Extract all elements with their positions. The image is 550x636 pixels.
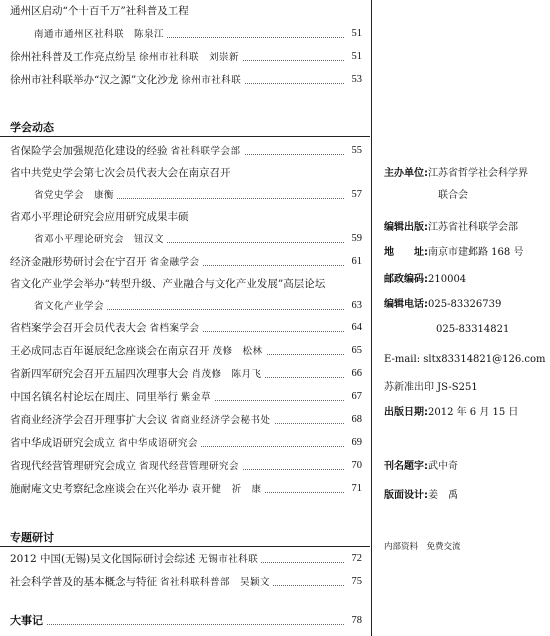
toc-page: 61 [349, 253, 363, 271]
toc-entry[interactable] [10, 319, 362, 337]
toc-title: 2012 中国(无锡)吴文化国际研讨会综述 [10, 550, 198, 568]
toc-page: 63 [349, 297, 363, 315]
permit-text: 苏新准出印 JS-S251 [384, 382, 478, 393]
section-heading: 大事记 [10, 614, 47, 628]
toc-title: 省中华成语研究会成立 [10, 434, 118, 452]
toc-entry[interactable] [10, 342, 362, 360]
toc-page: 72 [349, 550, 363, 568]
colophon-email[interactable] [384, 352, 546, 368]
toc-entry[interactable] [10, 550, 362, 568]
colophon-sponsor [384, 166, 528, 182]
toc-entry[interactable] [34, 186, 362, 204]
toc-page: 53 [349, 71, 363, 89]
colophon-title-calligraphy [384, 459, 458, 475]
toc-title: 省新四军研究会召开五届四次理事大会 [10, 365, 192, 383]
toc-entry[interactable] [10, 142, 362, 160]
toc-author: 紫金草 [181, 392, 214, 403]
colophon-postcode [384, 272, 466, 288]
email-text: E-mail: sltx83314821@126.com [384, 354, 546, 365]
title-calligraphy-label: 刊名题字: [384, 461, 428, 472]
toc-page: 57 [349, 186, 363, 204]
sponsor-label: 主办单位: [384, 168, 428, 179]
toc-entry[interactable] [10, 275, 362, 293]
colophon [384, 0, 550, 636]
toc-author: 肖茂修 陈月飞 [192, 369, 265, 380]
toc-author: 省商业经济学会秘书处 [171, 415, 274, 426]
sponsor-value-2: 联合会 [438, 190, 468, 201]
toc-author: 省文化产业学会 [34, 301, 107, 312]
colophon-phone-2 [436, 322, 509, 338]
toc-title: 经济金融形势研讨会在宁召开 [10, 253, 150, 271]
section-heading: 学会动态 [10, 121, 54, 134]
toc-title: 省档案学会召开会员代表大会 [10, 319, 150, 337]
toc-author: 省档案学会 [150, 323, 203, 334]
toc-page: 65 [349, 342, 363, 360]
toc-title: 中国名镇名村论坛在周庄、同里举行 [10, 388, 181, 406]
postcode-value: 210004 [428, 274, 467, 285]
editor-value: 江苏省社科联学会部 [428, 222, 518, 233]
postcode-label: 邮政编码: [384, 274, 428, 285]
address-label: 地 址: [384, 247, 428, 258]
toc-title: 省中共党史学会第七次会员代表大会在南京召开 [10, 164, 234, 182]
colophon-editor [384, 220, 518, 236]
footer-text: 内部资料 免费交流 [384, 542, 461, 552]
toc-page: 55 [349, 142, 363, 160]
design-label: 版面设计: [384, 490, 428, 501]
toc-page: 71 [349, 480, 363, 498]
toc-title: 省商业经济学会召开理事扩大会议 [10, 411, 171, 429]
toc-entry[interactable] [10, 434, 362, 452]
section-divider [0, 136, 370, 137]
leader-dots [10, 624, 344, 625]
toc-title: 通州区启动“个十百千万”社科普及工程 [10, 2, 192, 20]
toc-author: 徐州市社科联 [181, 75, 244, 86]
toc-author: 无锡市社科联 [198, 554, 261, 565]
toc-page: 67 [349, 388, 363, 406]
toc-author: 省金融学会 [150, 257, 203, 268]
toc-page: 51 [349, 48, 363, 66]
toc-title: 施耐庵文史考察纪念座谈会在兴化举办 [10, 480, 192, 498]
colophon-footer [384, 539, 461, 555]
toc-title: 社会科学普及的基本概念与特征 [10, 573, 160, 591]
toc-entry[interactable] [10, 457, 362, 475]
phone-value: 025-83326739 [428, 299, 502, 310]
toc-entry[interactable] [10, 48, 362, 66]
colophon-permit [384, 380, 478, 396]
toc-entry[interactable] [10, 164, 362, 182]
colophon-design [384, 488, 458, 504]
toc-entry[interactable] [10, 388, 362, 406]
title-calligraphy-value: 武中奇 [428, 461, 458, 472]
address-value: 南京市建邺路 168 号 [428, 247, 524, 258]
toc-title: 徐州市社科联举办“汉之源”文化沙龙 [10, 71, 181, 89]
phone-value-2: 025-83314821 [436, 324, 510, 335]
toc-page: 70 [349, 457, 363, 475]
colophon-sponsor-line2 [438, 188, 468, 204]
toc-title: 省现代经营管理研究会成立 [10, 457, 139, 475]
sponsor-value: 江苏省哲学社会科学界 [428, 168, 528, 179]
toc-page: 69 [349, 434, 363, 452]
toc-entry[interactable] [10, 365, 362, 383]
section-divider [0, 546, 370, 547]
toc-entry[interactable] [10, 253, 362, 271]
toc-author: 省邓小平理论研究会 钮汉文 [34, 234, 167, 245]
colophon-phone [384, 297, 501, 313]
toc-entry[interactable] [10, 411, 362, 429]
toc-author: 袁开健 祈 康 [192, 484, 265, 495]
toc-page: 59 [349, 230, 363, 248]
date-value: 2012 年 6 月 15 日 [428, 407, 519, 418]
toc-author: 茂修 松林 [213, 346, 266, 357]
toc-title: 徐州社科普及工作亮点纷呈 [10, 48, 139, 66]
toc-entry[interactable] [34, 297, 362, 315]
toc-title: 王必成同志百年诞辰纪念座谈会在南京召开 [10, 342, 213, 360]
colophon-address [384, 245, 523, 261]
toc-title: 省邓小平理论研究会应用研究成果丰硕 [10, 208, 192, 226]
toc-page: 51 [349, 25, 363, 43]
colophon-date [384, 405, 518, 421]
toc-entry[interactable] [10, 612, 362, 630]
toc-page: 64 [349, 319, 363, 337]
design-value: 姜 禹 [428, 490, 458, 501]
toc-entry[interactable] [10, 208, 362, 226]
toc-page: 75 [349, 573, 363, 591]
toc-entry[interactable] [10, 71, 362, 89]
toc-author: 省社科联学会部 [171, 146, 244, 157]
section-heading: 专题研讨 [10, 531, 54, 544]
editor-label: 编辑出版: [384, 222, 428, 233]
toc-author: 南通市通州区社科联 陈泉江 [34, 29, 167, 40]
toc-page: 78 [349, 612, 363, 630]
toc-entry[interactable] [10, 2, 362, 20]
toc-entry[interactable] [10, 573, 362, 591]
toc-page: 68 [349, 411, 363, 429]
toc-entry[interactable] [34, 25, 362, 43]
toc-author: 省社科联科普部 吴颖文 [160, 577, 273, 588]
toc-entry[interactable] [10, 480, 362, 498]
toc-author: 徐州市社科联 刘崇新 [139, 52, 242, 63]
toc-title: 省文化产业学会举办“转型升级、产业融合与文化产业发展”高层论坛 [10, 275, 328, 293]
date-label: 出版日期: [384, 407, 428, 418]
toc-page: 66 [349, 365, 363, 383]
toc-title: 省保险学会加强规范化建设的经验 [10, 142, 171, 160]
column-divider [371, 0, 372, 636]
toc-author: 省中华成语研究会 [118, 438, 201, 449]
toc-author: 省党史学会 康衡 [34, 190, 117, 201]
toc-entry[interactable] [34, 230, 362, 248]
phone-label: 编辑电话: [384, 299, 428, 310]
toc-author: 省现代经营管理研究会 [139, 461, 242, 472]
